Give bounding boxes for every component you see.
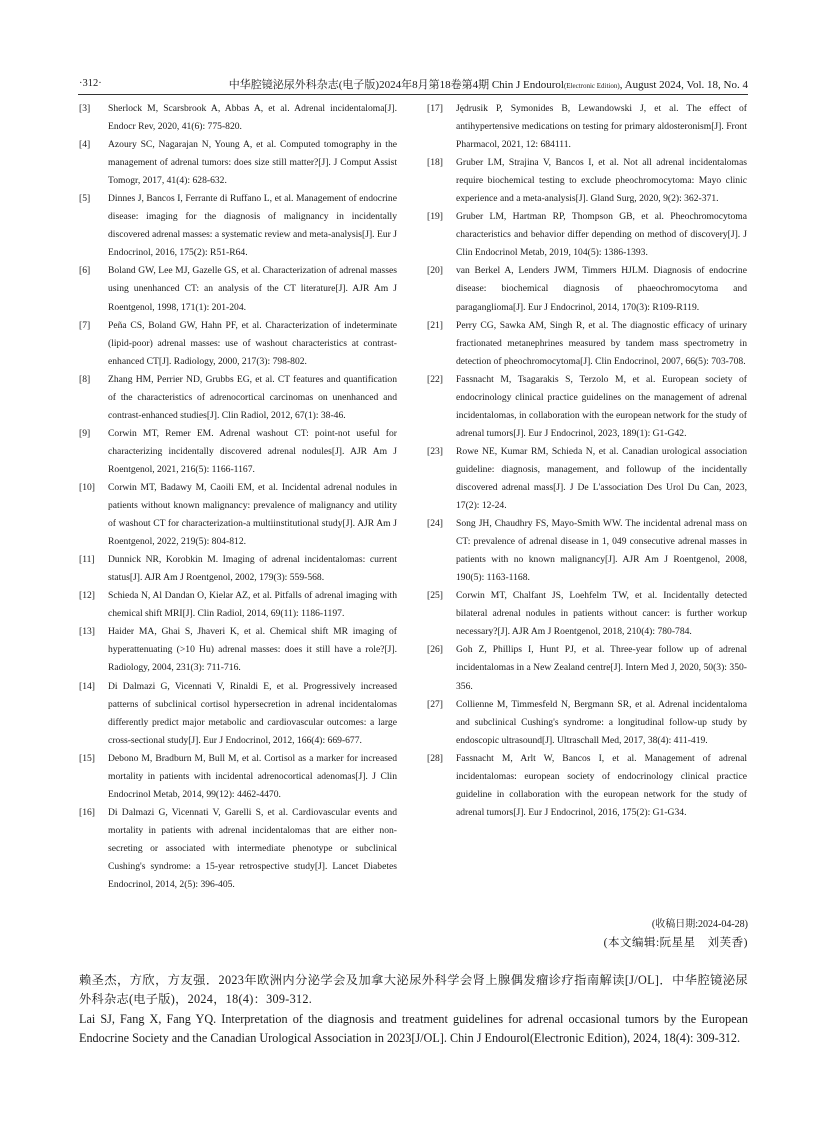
reference-number: [11] xyxy=(79,554,95,566)
reference-item xyxy=(79,190,397,262)
reference-number: [18] xyxy=(427,157,443,169)
reference-text: Gruber LM, Strajina V, Bancos I, et al. Not all adrenal incidentalomas require biochemical testing to exclude pheochromocytoma: Mayo clinic experience and a meta-analysis[J]. Gland Surg, 2020, 9(2): 362-371. xyxy=(456,157,747,205)
reference-number: [26] xyxy=(427,644,443,656)
reference-number: [22] xyxy=(427,373,443,385)
reference-number: [20] xyxy=(427,265,443,277)
reference-text: Corwin MT, Remer EM. Adrenal washout CT: point-not useful for characterizing incidentally discovered adrenal nodules[J]. AJR Am J Roentgenol, 2021, 216(5): 1166-1167. xyxy=(108,427,397,475)
reference-number: [12] xyxy=(79,590,95,602)
reference-item xyxy=(427,750,747,822)
received-date: (收稿日期:2024-04-28) xyxy=(651,919,748,930)
reference-text: van Berkel A, Lenders JWM, Timmers HJLM. Diagnosis of endocrine disease: biochemical diagnosis of phaeochromocytoma and paraganglioma[J]. Eur J Endocrinol, 2014, 170(3): R109-R119. xyxy=(456,265,747,313)
reference-text: Peña CS, Boland GW, Hahn PF, et al. Characterization of indeterminate (lipid-poor) adrenal masses: use of washout characteristics at contrast-enhanced CT[J]. Radiology, 2000, 217(3): 798-802. xyxy=(108,319,397,367)
reference-number: [17] xyxy=(427,103,443,114)
reference-number: [16] xyxy=(79,806,95,818)
reference-number: [25] xyxy=(427,590,443,602)
citation-english: Lai SJ, Fang X, Fang YQ. Interpretation of the diagnosis and treatment guidelines for adrenal occasional tumors by the European Endocrine Society and the Canadian Urological Association in 2023[J/OL]. Chin J Endourol(Electronic Edition), 2024, 18(4): 309-312. xyxy=(79,1012,748,1045)
reference-item xyxy=(79,587,397,623)
reference-number: [3] xyxy=(79,103,91,114)
reference-item xyxy=(79,804,397,894)
citation-chinese: 赖圣杰，方欣，方友强．2023年欧洲内分泌学会及加拿大泌尿外科学会肾上腺偶发瘤诊疗指南解读[J/OL]．中华腔镜泌尿外科杂志(电子版)，2024，18(4)：309-312. xyxy=(79,973,748,1006)
journal-edition: (Electronic Edition) xyxy=(563,82,620,90)
reference-text: Gruber LM, Hartman RP, Thompson GB, et al. Pheochromocytoma characteristics and behavior differ depending on method of discovery[J]. J Clin Endocrinol Metab, 2019, 104(5): 1386-1393. xyxy=(456,211,747,259)
reference-column-left xyxy=(79,100,397,894)
reference-text: Song JH, Chaudhry FS, Mayo-Smith WW. The incidental adrenal mass on CT: prevalence of adrenal disease in 1, 049 consecutive adrenal masses in patients with no known malignancy[J]. AJR Am J Roentgenol, 2008, 190(5): 1163-1168. xyxy=(456,518,747,584)
reference-number: [8] xyxy=(79,373,91,385)
reference-text: Haider MA, Ghai S, Jhaveri K, et al. Chemical shift MR imaging of hyperattenuating (>10 Hu) adrenal masses: does it still have a role?[J]. Radiology, 2004, 231(3): 711-716. xyxy=(108,626,397,674)
reference-column-right xyxy=(427,100,747,822)
reference-item xyxy=(427,317,747,371)
journal-issue: , August 2024, Vol. 18, No. 4 xyxy=(619,79,748,91)
reference-item xyxy=(79,262,397,316)
reference-item xyxy=(427,696,747,750)
reference-text: Zhang HM, Perrier ND, Grubbs EG, et al. CT features and quantification of the characteristics of adrenocortical carcinomas on unenhanced and contrast-enhanced studies[J]. Clin Radiol, 2012, 67(1): 38-46. xyxy=(108,373,397,421)
reference-text: Jędrusik P, Symonides B, Lewandowski J, et al. The effect of antihypertensive medications on testing for primary aldosteronism[J]. Front Pharmacol, 2021, 12: 684111. xyxy=(456,103,747,151)
reference-number: [5] xyxy=(79,193,91,205)
reference-text: Azoury SC, Nagarajan N, Young A, et al. Computed tomography in the management of adrenal tumors: does size still matter?[J]. J Comput Assist Tomogr, 2017, 41(4): 628-632. xyxy=(108,139,397,187)
reference-item xyxy=(79,425,397,479)
reference-item xyxy=(427,154,747,208)
reference-item xyxy=(427,443,747,515)
reference-item xyxy=(427,208,747,262)
reference-number: [19] xyxy=(427,211,443,223)
reference-item xyxy=(427,371,747,443)
reference-number: [10] xyxy=(79,481,95,493)
reference-number: [9] xyxy=(79,427,91,439)
reference-number: [4] xyxy=(79,139,91,151)
reference-text: Debono M, Bradburn M, Bull M, et al. Cortisol as a marker for increased mortality in patients with incidental adrenocortical adenomas[J]. J Clin Endocrinol Metab, 2014, 99(12): 4462-4470. xyxy=(108,752,397,800)
reference-text: Sherlock M, Scarsbrook A, Abbas A, et al. Adrenal incidentaloma[J]. Endocr Rev, 2020, 41(6): 775-820. xyxy=(108,103,397,133)
reference-number: [14] xyxy=(79,680,95,692)
reference-number: [27] xyxy=(427,698,443,710)
reference-item xyxy=(427,515,747,587)
reference-item xyxy=(79,100,397,136)
reference-text: Collienne M, Timmesfeld N, Bergmann SR, et al. Adrenal incidentaloma and subclinical Cushing's syndrome: a longitudinal follow-up study by endoscopic ultrasound[J]. Ultraschall Med, 2017, 38(4): 411-419. xyxy=(456,698,747,746)
reference-item xyxy=(79,479,397,551)
reference-item xyxy=(79,317,397,371)
reference-item xyxy=(79,623,397,677)
page-number: ·312· xyxy=(79,78,102,89)
reference-text: Fassnacht M, Tsagarakis S, Terzolo M, et al. European society of endocrinology clinical practice guidelines on the management of adrenal incidentalomas, in collaboration with the european network for the study of adrenal tumors[J]. Eur J Endocrinol, 2023, 189(1): G1-G42. xyxy=(456,373,747,439)
editors-note: (本文编辑:阮星星 刘芙香) xyxy=(603,937,748,949)
reference-number: [24] xyxy=(427,518,443,530)
reference-number: [23] xyxy=(427,445,443,457)
reference-item xyxy=(427,641,747,695)
reference-text: Perry CG, Sawka AM, Singh R, et al. The diagnostic efficacy of urinary fractionated metanephrines measured by tandem mass spectrometry in detection of pheochromocytoma[J]. Clin Endocrinol, 2007, 66(5): 703-708. xyxy=(456,319,747,367)
reference-item xyxy=(79,551,397,587)
reference-item xyxy=(427,587,747,641)
reference-number: [13] xyxy=(79,626,95,638)
running-header xyxy=(79,76,748,94)
reference-number: [7] xyxy=(79,319,91,331)
reference-text: Dunnick NR, Korobkin M. Imaging of adrenal incidentalomas: current status[J]. AJR Am J Roentgenol, 2002, 179(3): 559-568. xyxy=(108,554,397,584)
reference-number: [28] xyxy=(427,752,443,764)
reference-number: [15] xyxy=(79,752,95,764)
reference-item xyxy=(79,371,397,425)
reference-item xyxy=(427,100,747,154)
journal-title: 中华腔镜泌尿外科杂志(电子版)2024年8月第18卷第4期 Chin J Endourol xyxy=(228,79,564,91)
reference-text: Di Dalmazi G, Vicennati V, Rinaldi E, et al. Progressively increased patterns of subclinical cortisol hypersecretion in adrenal incidentalomas differently predict major metabolic and cardiovascular outcomes: a large cross-sectional study[J]. Eur J Endocrinol, 2012, 166(4): 669-677. xyxy=(108,680,397,746)
reference-item xyxy=(79,678,397,750)
reference-text: Fassnacht M, Arlt W, Bancos I, et al. Management of adrenal incidentalomas: european society of endocrinology clinical practice guideline in collaboration with the european network for the study of adrenal tumors[J]. Eur J Endocrinol, 2016, 175(2): G1-G34. xyxy=(456,752,747,818)
reference-text: Goh Z, Phillips I, Hunt PJ, et al. Three-year follow up of adrenal incidentalomas in a New Zealand centre[J]. Intern Med J, 2020, 50(3): 350-356. xyxy=(456,644,747,692)
reference-item xyxy=(79,750,397,804)
reference-number: [21] xyxy=(427,319,443,331)
reference-text: Rowe NE, Kumar RM, Schieda N, et al. Canadian urological association guideline: diagnosis, management, and followup of the incidentally discovered adrenal mass[J]. J De L'association Des Urol Du Can, 2023, 17(2): 12-24. xyxy=(456,445,747,512)
reference-item xyxy=(427,262,747,316)
reference-text: Di Dalmazi G, Vicennati V, Garelli S, et al. Cardiovascular events and mortality in patients with adrenal incidentalomas that are either non-secreting or associated with intermediate phenotype or subclinical Cushing's syndrome: a 15-year retrospective study[J]. Lancet Diabetes Endocrinol, 2014, 2(5): 396-405. xyxy=(108,806,397,891)
header-rule xyxy=(78,94,748,95)
reference-item xyxy=(79,136,397,190)
reference-text: Schieda N, Al Dandan O, Kielar AZ, et al. Pitfalls of adrenal imaging with chemical shift MRI[J]. Clin Radiol, 2014, 69(11): 1186-1197. xyxy=(108,590,397,620)
reference-text: Corwin MT, Chalfant JS, Loehfelm TW, et al. Incidentally detected bilateral adrenal nodules in patients without cancer: is further workup necessary?[J]. AJR Am J Roentgenol, 2018, 210(4): 780-784. xyxy=(456,590,747,638)
reference-number: [6] xyxy=(79,265,91,277)
reference-text: Dinnes J, Bancos I, Ferrante di Ruffano L, et al. Management of endocrine disease: imaging for the diagnosis of malignancy in incidentally discovered adrenal masses: a systematic review and meta-analysis[J]. Eur J Endocrinol, 2016, 175(2): R51-R64. xyxy=(108,193,397,259)
reference-text: Corwin MT, Badawy M, Caoili EM, et al. Incidental adrenal nodules in patients without known malignancy: prevalence of malignancy and utility of washout CT for characterization-a multiinstitutional study[J]. AJR Am J Roentgenol, 2022, 219(5): 804-812. xyxy=(108,481,397,548)
journal-header xyxy=(229,76,748,92)
reference-text: Boland GW, Lee MJ, Gazelle GS, et al. Characterization of adrenal masses using unenhanced CT: an analysis of the CT literature[J]. AJR Am J Roentgenol, 1998, 171(1): 201-204. xyxy=(108,265,397,313)
